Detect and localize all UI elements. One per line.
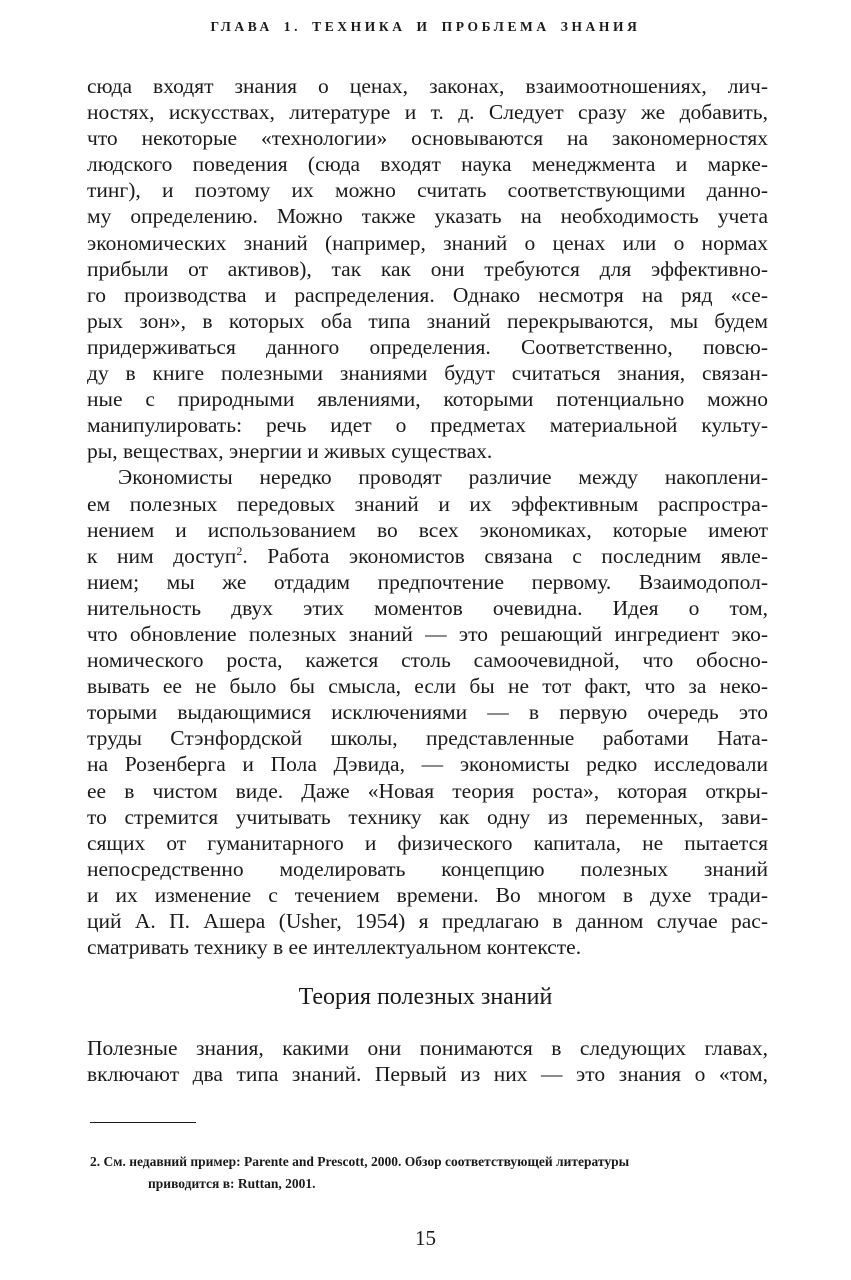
text-line: ностях, искусствах, литературе и т. д. Следует сразу же добавить, — [87, 100, 768, 125]
text-fragment: . Работа экономистов связана с последним явле- — [242, 543, 769, 568]
running-head: ГЛАВА 1. ТЕХНИКА И ПРОБЛЕМА ЗНАНИЯ — [210, 19, 641, 34]
text-line: Полезные знания, какими они понимаются в следующих главах, — [87, 1036, 768, 1060]
text-line: Экономисты нередко проводят различие между накоплени- — [118, 465, 768, 490]
text-line: то стремится учитывать технику как одну из переменных, зави- — [87, 804, 768, 829]
text-line: нительность двух этих моментов очевидна. Идея о том, — [87, 595, 768, 620]
section-heading: Теория полезных знаний — [298, 984, 553, 1010]
text-line: ее в чистом виде. Даже «Новая теория роста», которая откры- — [87, 778, 768, 803]
text-line: включают два типа знаний. Первый из них — это знания о «том, — [87, 1062, 768, 1087]
text-line: экономических знаний (например, знаний о ценах или о нормах — [87, 230, 768, 255]
text-line: нием; мы же отдадим предпочтение первому. Взаимодопол- — [87, 569, 768, 594]
text-line: ные с природными явлениями, которыми потенциально можно — [87, 387, 768, 412]
text-line: и их изменение с течением времени. Во многом в духе тради- — [87, 882, 768, 907]
footnote-line: приводится в: Ruttan, 2001. — [148, 1176, 316, 1191]
text-fragment: к ним доступ — [87, 543, 237, 568]
page-number: 15 — [415, 1226, 436, 1250]
footnote-ref[interactable]: 2 — [236, 543, 243, 558]
paragraph — [87, 1035, 768, 1087]
text-line: рых зон», в которых оба типа знаний перекрываются, мы будем — [87, 308, 768, 333]
footnote-divider — [90, 1122, 196, 1123]
text-line: что некоторые «технологии» основываются на закономерностях — [87, 126, 768, 151]
text-line: прибыли от активов), так как они требуются для эффективно- — [87, 256, 768, 281]
text-line: му определению. Можно также указать на необходимость учета — [87, 204, 768, 229]
text-line: ду в книге полезными знаниями будут считаться знания, связан- — [87, 361, 768, 386]
text-line: сюда входят знания о ценах, законах, взаимоотношениях, лич- — [87, 74, 768, 98]
text-line: придерживаться данного определения. Соответственно, повсю- — [87, 334, 768, 359]
text-line: нением и использованием во всех экономиках, которые имеют — [87, 517, 768, 542]
text-line: го производства и распределения. Однако несмотря на ряд «се- — [87, 282, 768, 307]
text-line: торыми выдающимися исключениями — в первую очередь это — [87, 700, 768, 725]
footnote — [90, 1151, 770, 1195]
text-line: тинг), и поэтому их можно считать соответствующими данно- — [87, 178, 768, 203]
text-line: ры, веществах, энергии и живых существах. — [87, 439, 493, 464]
text-line: вывать ее не было бы смысла, если бы не тот факт, что за неко- — [87, 674, 768, 699]
text-line: что обновление полезных знаний — это решающий ингредиент эко- — [87, 621, 768, 646]
text-line: манипулировать: речь идет о предметах материальной культу- — [87, 413, 768, 438]
text-line: ций А. П. Ашера (Usher, 1954) я предлагаю в данном случае рас- — [87, 909, 768, 933]
text-line: на Розенберга и Пола Дэвида, — экономисты редко исследовали — [87, 752, 768, 777]
text-line: ем полезных передовых знаний и их эффективным распростра- — [87, 491, 768, 516]
footnote-line: 2. См. недавний пример: Parente and Prescott, 2000. Обзор соответствующей литературы — [90, 1154, 630, 1169]
text-line: людского поведения (сюда входят наука менеджмента и марке- — [87, 152, 768, 177]
text-line: номического роста, кажется столь самоочевидной, что обосно- — [87, 648, 768, 673]
text-line: сматривать технику в ее интеллектуальном контексте. — [87, 935, 582, 960]
text-line: сящих от гуманитарного и физического капитала, не пытается — [87, 830, 768, 855]
text-line: труды Стэнфордской школы, представленные работами Ната- — [87, 726, 768, 751]
text-line-with-footnote — [87, 543, 768, 569]
body-text — [87, 73, 768, 960]
text-line: непосредственно моделировать концепцию полезных знаний — [87, 856, 768, 881]
